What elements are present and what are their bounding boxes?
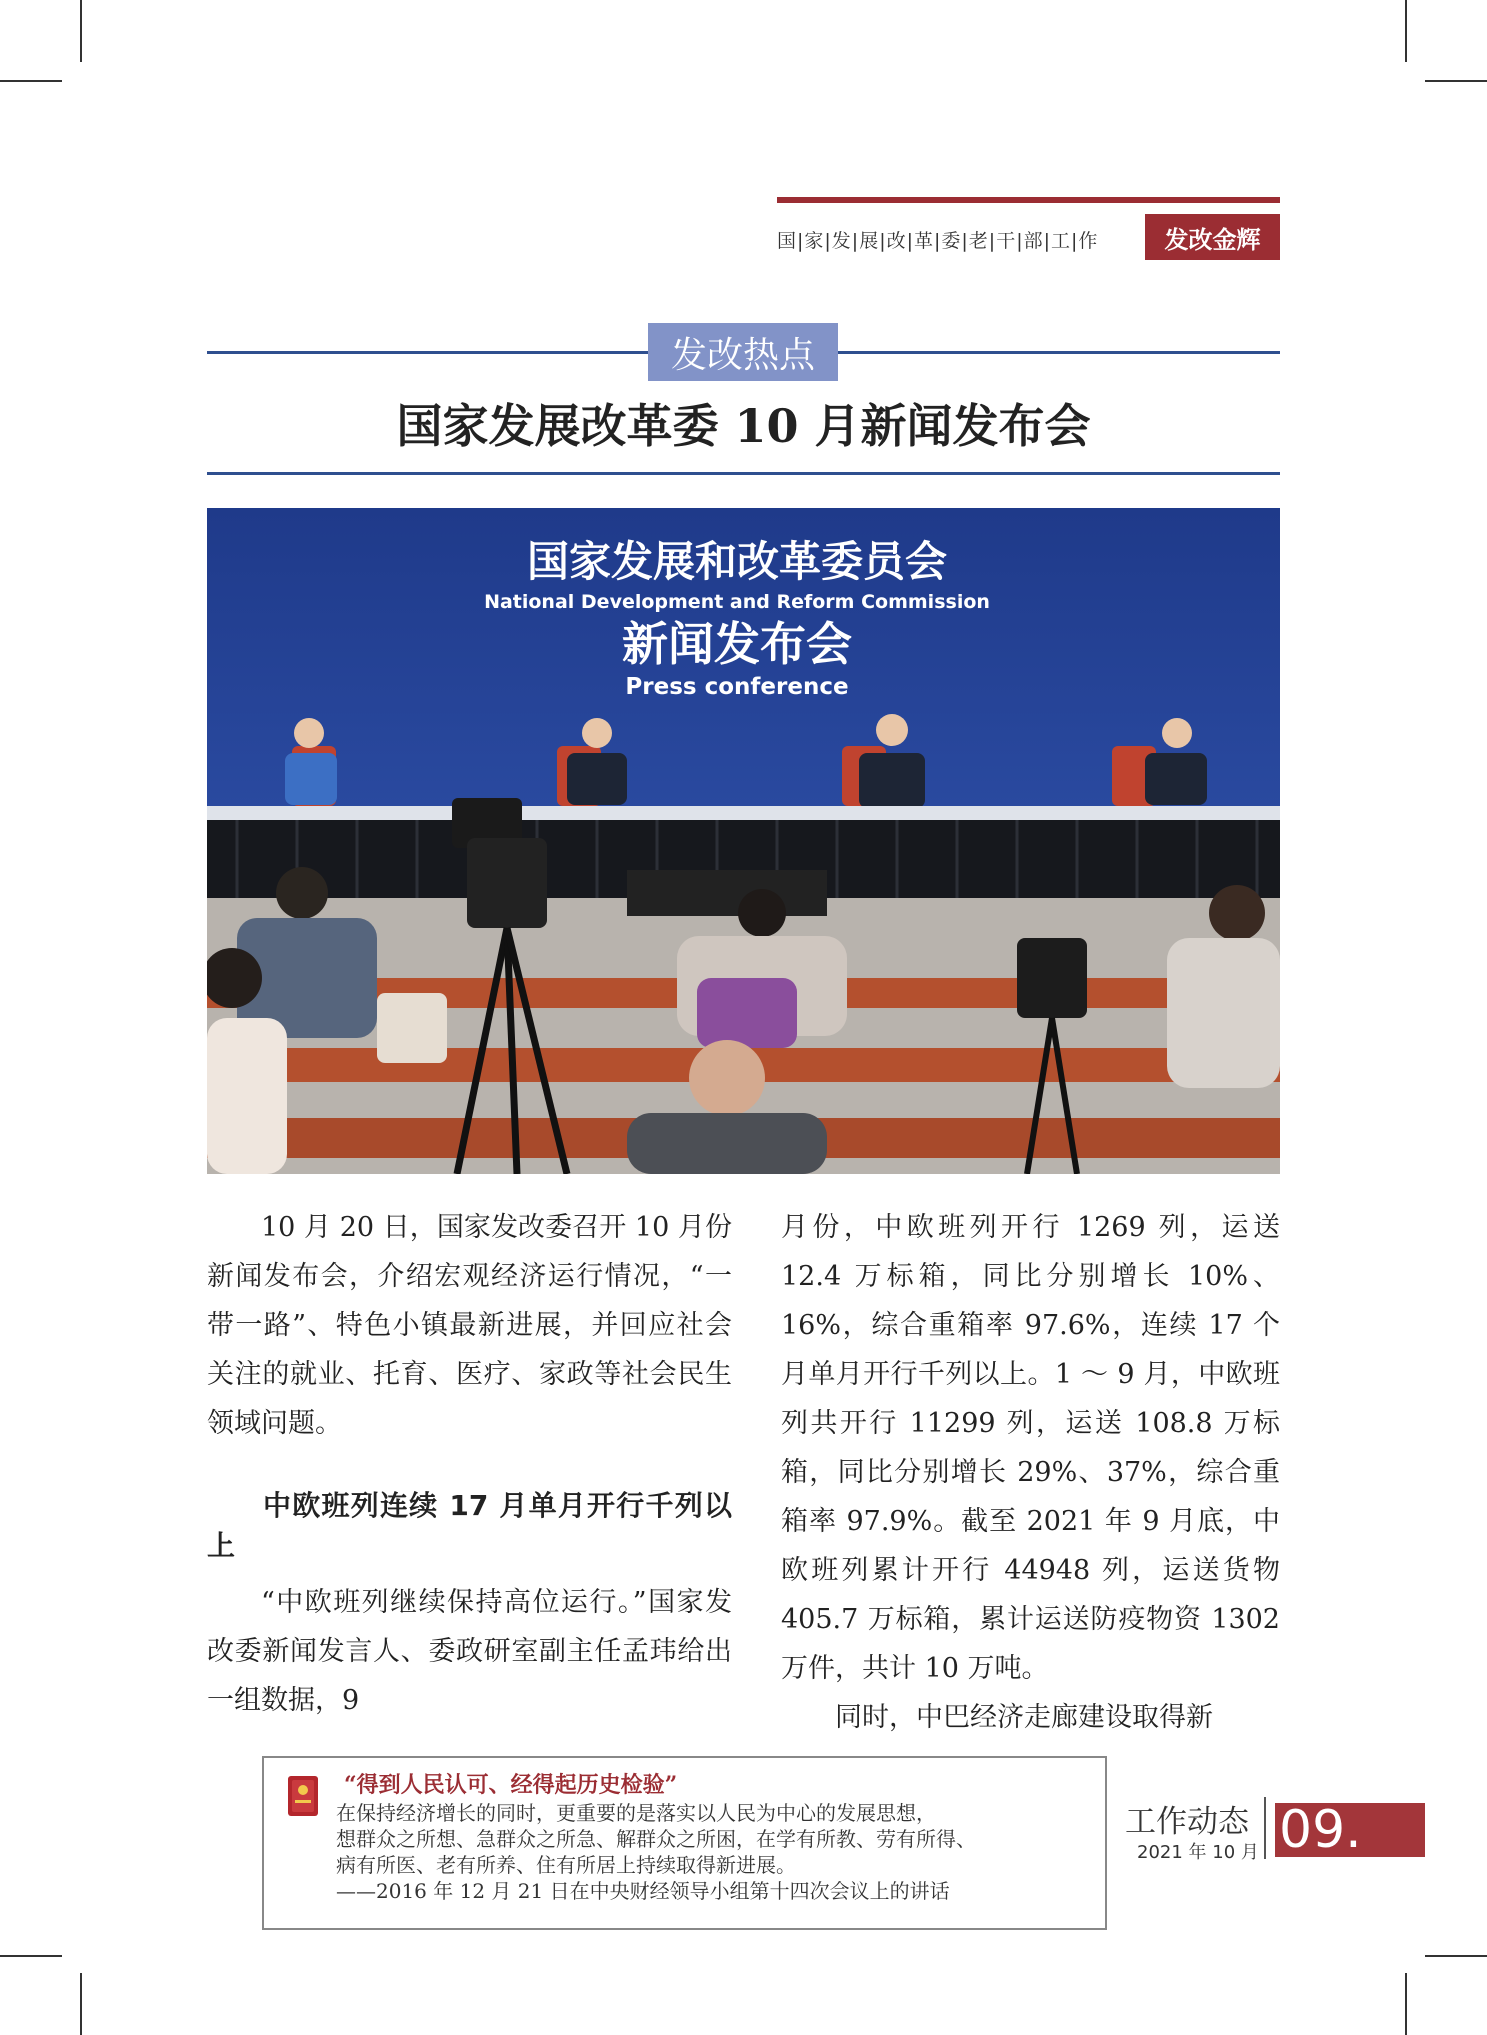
press-conference-photo xyxy=(207,508,1280,1174)
crop-mark xyxy=(0,80,62,82)
crop-mark xyxy=(1405,1973,1407,2035)
article-paragraph: “中欧班列继续保持高位运行。”国家发改委新闻发言人、委政研室副主任孟玮给出一组数据，9 xyxy=(207,1587,732,1716)
quote-text xyxy=(336,1800,1096,1904)
crop-mark xyxy=(1425,80,1487,82)
article-column-left xyxy=(207,1203,732,1725)
article-paragraph: 月份，中欧班列开行 1269 列，运送 12.4 万标箱，同比分别增长 10%、16%，综合重箱率 97.6%，连续 17 个月单月开行千列以上。1 ～ 9 月，中欧班列共开行 11299 列，运送 108.8 万标箱，同比分别增长 29%、37%，综合重箱率 97.9%。截至 2021 年 9 月底，中欧班列累计开行 44948 列，运送货物 405.7 万标箱，累计运送防疫物资 1302 万件，共计 10 万吨。 xyxy=(781,1212,1280,1684)
article-paragraph: 同时，中巴经济走廊建设取得新 xyxy=(835,1702,1213,1733)
title-rule xyxy=(207,472,1280,475)
quote-box xyxy=(262,1756,1107,1930)
book-icon xyxy=(288,1776,318,1816)
backdrop-title-cn: 国家发展和改革委员会 xyxy=(526,537,948,586)
article-paragraph: 10 月 20 日，国家发改委召开 10 月份新闻发布会，介绍宏观经济运行情况，“一带一路”、特色小镇最新进展，并回应社会关注的就业、托育、医疗、家政等社会民生领域问题。 xyxy=(207,1212,732,1439)
section-rule-right xyxy=(838,351,1280,354)
page-number: 09. xyxy=(1275,1803,1425,1857)
quote-line: 病有所医、老有所养、住有所居上持续取得新进展。 xyxy=(336,1853,796,1877)
column-badge: 发改金辉 xyxy=(1145,214,1280,260)
section-rule-left xyxy=(207,351,648,354)
backdrop-title-en: National Development and Reform Commission xyxy=(484,591,990,613)
quote-line: 想群众之所想、急群众之所急、解群众之所困，在学有所教、劳有所得、 xyxy=(336,1827,976,1851)
header-organization: 国|家|发|展|改|革|委|老|干|部|工|作 xyxy=(777,230,1099,252)
page-title: 国家发展改革委 10 月新闻发布会 xyxy=(396,399,1091,453)
publication-name: 工作动态 xyxy=(1125,1804,1249,1840)
crop-mark xyxy=(80,0,82,62)
footer-divider xyxy=(1264,1797,1266,1859)
backdrop-subtitle-cn: 新闻发布会 xyxy=(622,617,852,671)
quote-title: “得到人民认可、经得起历史检验” xyxy=(344,1772,678,1798)
quote-source: ——2016 年 12 月 21 日在中央财经领导小组第十四次会议上的讲话 xyxy=(336,1879,950,1903)
header-rule xyxy=(777,197,1280,203)
crop-mark xyxy=(1425,1955,1487,1957)
handbag xyxy=(377,993,447,1063)
crop-mark xyxy=(0,1955,62,1957)
publication-date: 2021 年 10 月 xyxy=(1137,1842,1259,1863)
backdrop-subtitle-en: Press conference xyxy=(625,674,849,700)
crop-mark xyxy=(1405,0,1407,62)
article-column-right xyxy=(781,1203,1280,1742)
quote-line: 在保持经济增长的同时，更重要的是落实以人民为中心的发展思想， xyxy=(336,1801,936,1825)
crop-mark xyxy=(80,1973,82,2035)
article-subheading: 中欧班列连续 17 月单月开行千列以上 xyxy=(207,1489,732,1562)
section-tag: 发改热点 xyxy=(648,323,838,381)
